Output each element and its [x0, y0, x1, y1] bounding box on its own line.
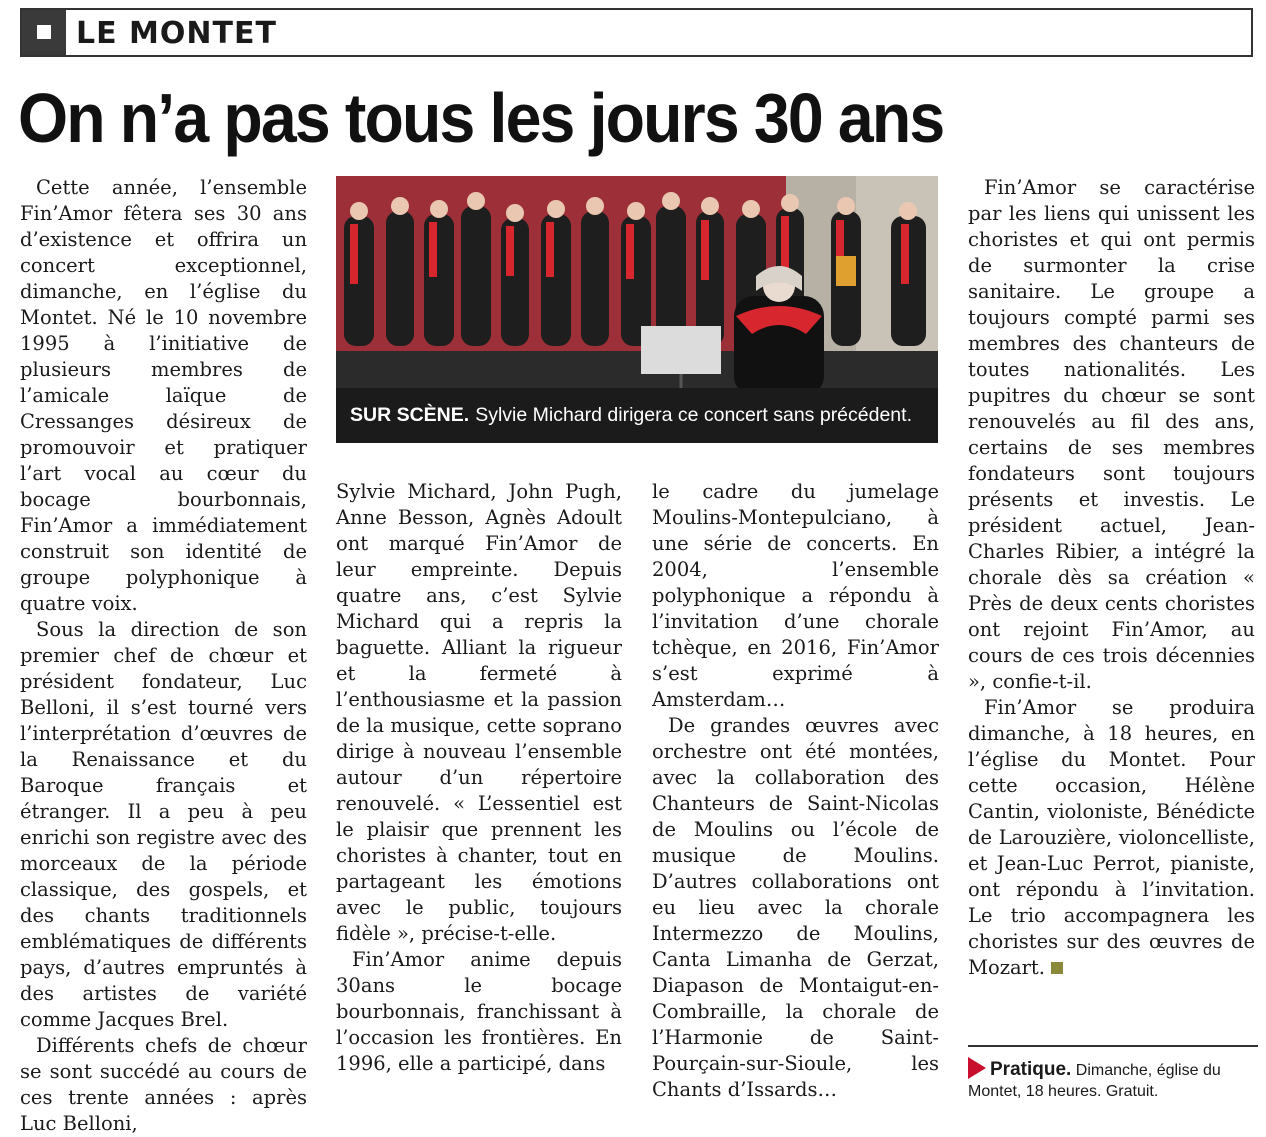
- paragraph: Fin’Amor se caractérise par les liens qui unissent les choristes et qui ont permis de surmonter la crise sanitaire. Le groupe a toujours compté parmi ses membres des chanteurs de toutes nationalités. Les pupitres du chœur se sont renouvelés au fil des ans, certains de ses membres fondateurs sont toujours présents et investis. Le président actuel, Jean-Charles Ribier, a intégré la chorale dès sa création « Près de deux cents choristes ont rejoint Fin’Amor, au cours de ces trois décennies », confie-t-il.: [968, 176, 1255, 693]
- practical-info-label: Pratique.: [990, 1059, 1072, 1080]
- practical-info-box: [968, 1045, 1258, 1102]
- closing-paragraph-text: Fin’Amor se produira dimanche, à 18 heures, en l’église du Montet. Pour cette occasion, Hélène Cantin, violoniste, Bénédicte de Larouzière, violoncelliste, et Jean-Luc Perrot, pianiste, ont répondu à l’invitation. Le trio accompagnera les choristes sur des œuvres de Mozart.: [968, 696, 1255, 979]
- caption-text: Sylvie Michard dirigera ce concert sans précédent.: [475, 404, 912, 426]
- paragraph: [968, 695, 1255, 981]
- photo-caption: [336, 388, 938, 443]
- paragraph: Fin’Amor anime depuis 30ans le bocage bourbonnais, franchissant à l’occasion les frontières. En 1996, elle a participé, dans: [336, 948, 622, 1075]
- practical-info-text: Dimanche, église du Montet, 18 heures. Gratuit.: [968, 1062, 1221, 1100]
- rubric-label: LE MONTET: [76, 16, 277, 51]
- paragraph: Différents chefs de chœur se sont succédé au cours de ces trente années : après Luc Belloni,: [20, 1034, 307, 1135]
- article-column-1: [20, 175, 307, 1135]
- article-column-3: [652, 479, 939, 1103]
- arrow-right-icon: [968, 1057, 986, 1079]
- article-column-2: [336, 479, 622, 1077]
- paragraph: De grandes œuvres avec orchestre ont été montées, avec la collaboration des Chanteurs de Saint-Nicolas de Moulins ou l’école de musique de Moulins. D’autres collaborations ont eu lieu avec la chorale Intermezzo de Moulins, Canta Limanha de Gerzat, Diapason de Montaigut-en-Combraille, la chorale de l’Harmonie de Saint-Pourçain-sur-Sioule, les Chants d’Issards…: [652, 714, 939, 1101]
- choir-photo: [336, 176, 938, 443]
- paragraph: Sylvie Michard, John Pugh, Anne Besson, Agnès Adoult ont marqué Fin’Amor de leur empreinte. Depuis quatre ans, c’est Sylvie Michard qui a repris la baguette. Alliant la rigueur et la fermeté à l’enthousiasme et la passion de la musique, cette soprano dirige à nouveau l’ensemble autour d’un répertoire renouvelé. « L’essentiel est le plaisir que prennent les choristes à chanter, tout en partageant les émotions avec le public, toujours fidèle », précise-t-elle.: [336, 480, 622, 945]
- article-column-4: [968, 175, 1255, 981]
- caption-label: SUR SCÈNE.: [350, 404, 470, 426]
- article-headline: On n’a pas tous les jours 30 ans: [18, 79, 944, 157]
- rubric-square-icon: [22, 10, 66, 55]
- end-of-article-mark-icon: [1051, 962, 1063, 974]
- paragraph: Cette année, l’ensemble Fin’Amor fêtera ses 30 ans d’existence et offrira un concert exceptionnel, dimanche, en l’église du Montet. Né le 10 novembre 1995 à l’initiative de plusieurs membres de l’amicale laïque de Cressanges désireux de promouvoir et pratiquer l’art vocal au cœur du bocage bourbonnais, Fin’Amor a immédiatement construit son identité de groupe polyphonique à quatre voix.: [20, 176, 307, 615]
- section-rubric: [20, 8, 1253, 57]
- paragraph: le cadre du jumelage Moulins-Montepulciano, à une série de concerts. En 2004, l’ensemble polyphonique a répondu à l’invitation d’une chorale tchèque, en 2016, Fin’Amor s’est exprimé à Amsterdam…: [652, 480, 939, 711]
- paragraph: Sous la direction de son premier chef de chœur et président fondateur, Luc Belloni, il s’est tourné vers l’interprétation d’œuvres de la Renaissance et du Baroque français et étranger. Il a peu à peu enrichi son registre avec des morceaux de la période classique, des gospels, et des chants traditionnels emblématiques de différents pays, d’autres empruntés à des artistes de variété comme Jacques Brel.: [20, 618, 307, 1031]
